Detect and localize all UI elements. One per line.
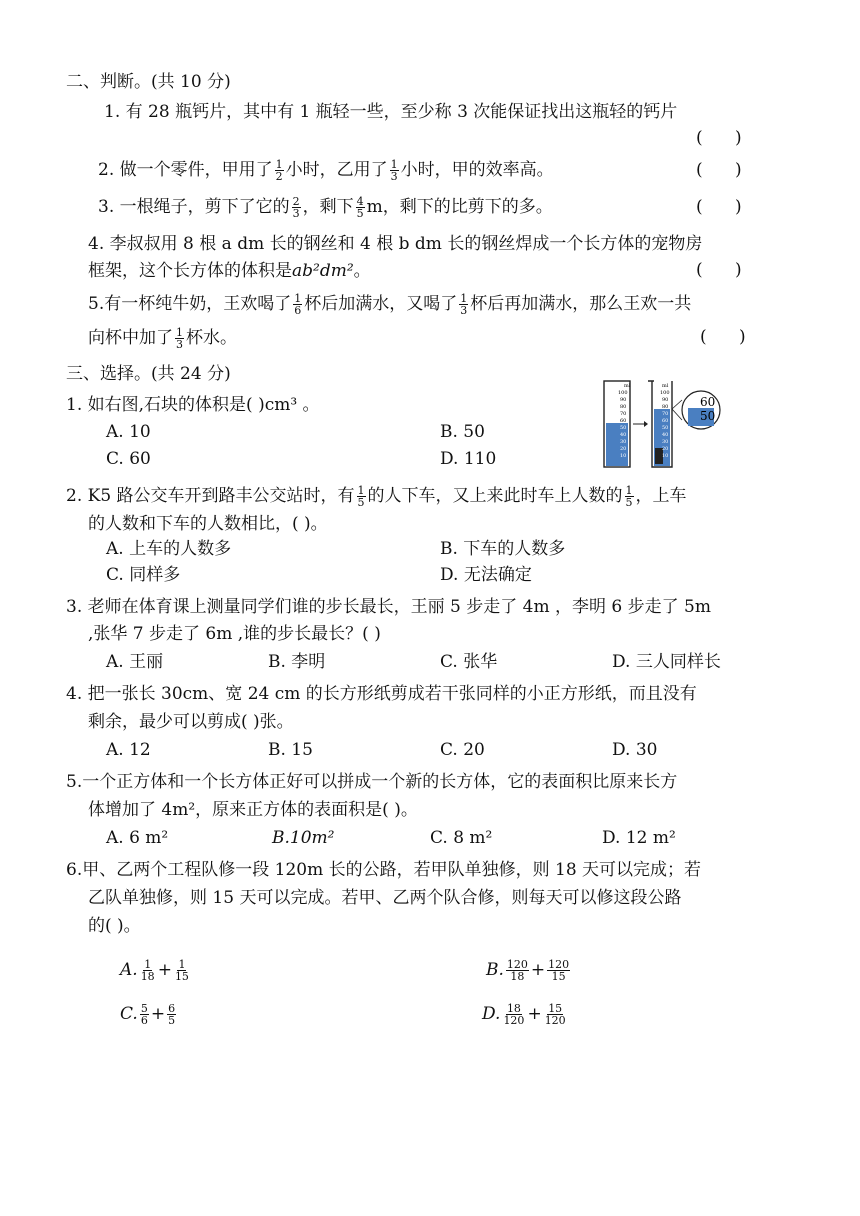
cyl2-tick: 10 xyxy=(662,453,669,459)
choice-q5-option-c[interactable]: C. 8 m² xyxy=(430,828,493,848)
choice-q6-line3: 的( )。 xyxy=(88,916,141,936)
fraction: $\frac{1}{3}$ xyxy=(390,158,398,183)
choice-q2-line2: 的人数和下车的人数相比，( )。 xyxy=(88,514,328,534)
cyl2-tick: 30 xyxy=(662,439,669,445)
choice-q3-option-b[interactable]: B. 李明 xyxy=(268,652,326,672)
judge-q5-answer[interactable]: ( ) xyxy=(700,327,746,347)
choice-q4-option-a[interactable]: A. 12 xyxy=(106,740,151,760)
judge-q3-text: 3. 一根绳子，剪下了它的 $\frac{2}{3}$ ，剩下 $\frac{4}{5}$ m，剩下的比剪下的多。 xyxy=(98,195,553,220)
choice-q6-option-a[interactable]: A. $\frac{1}{18}$ + $\frac{1}{15}$ xyxy=(120,958,189,983)
choice-q5-option-d[interactable]: D. 12 m² xyxy=(602,828,676,848)
cyl2-tick: 70 xyxy=(662,411,669,417)
choice-q4-option-d[interactable]: D. 30 xyxy=(612,740,658,760)
choice-q6-line2: 乙队单独修，则 15 天可以完成。若甲、乙两个队合修，则每天可以修这段公路 xyxy=(88,888,682,908)
arrow-head-icon xyxy=(644,421,648,427)
section-2-heading: 二、判断。(共 10 分) xyxy=(66,72,231,92)
choice-q2-option-a[interactable]: A. 上车的人数多 xyxy=(106,539,232,559)
cyl1-tick: 70 xyxy=(620,411,627,417)
zoom-label-top: 60 xyxy=(700,395,716,409)
fraction: $\frac{1}{3}$ xyxy=(460,292,468,317)
choice-q4-option-b[interactable]: B. 15 xyxy=(268,740,313,760)
choice-q2-line1: 2. K5 路公交车开到路丰公交站时，有 $\frac{1}{5}$ 的人下车，又上来此时车上人数的 $\frac{1}{5}$ ，上车 xyxy=(66,484,687,509)
choice-q6-line1: 6.甲、乙两个工程队修一段 120m 长的公路，若甲队单独修，则 18 天可以完成；若 xyxy=(66,860,702,880)
cyl2-tick: 80 xyxy=(662,404,669,410)
judge-q1-text: 1. 有 28 瓶钙片，其中有 1 瓶轻一些，至少称 3 次能保证找出这瓶轻的钙片 xyxy=(104,102,678,122)
cyl2-tick: 60 xyxy=(662,418,669,424)
judge-q5-line1: 5.有一杯纯牛奶，王欢喝了 $\frac{1}{6}$ 杯后加满水，又喝了 $\frac{1}{3}$ 杯后再加满水，那么王欢一共 xyxy=(88,292,692,317)
cyl2-tick: ml xyxy=(662,383,669,389)
cyl1-tick: 60 xyxy=(620,418,627,424)
choice-q2-option-b[interactable]: B. 下车的人数多 xyxy=(440,539,566,559)
choice-q5-line1: 5.一个正方体和一个长方体正好可以拼成一个新的长方体，它的表面积比原来长方 xyxy=(66,772,678,792)
choice-q3-line1: 3. 老师在体育课上测量同学们谁的步长最长，王丽 5 步走了 4m ，李明 6 步走了 5m xyxy=(66,597,711,617)
cylinder-1 xyxy=(604,381,631,467)
judge-q4-line2: 框架，这个长方体的体积是ab²dm²。 xyxy=(88,261,371,281)
choice-q3-option-c[interactable]: C. 张华 xyxy=(440,652,498,672)
judge-q5-line2: 向杯中加了 $\frac{1}{3}$ 杯水。 xyxy=(88,326,237,351)
choice-q5-line2: 体增加了 4m²，原来正方体的表面积是( )。 xyxy=(88,800,418,820)
cyl1-tick: 10 xyxy=(620,453,627,459)
cyl1-tick: 40 xyxy=(620,432,627,438)
choice-q4-option-c[interactable]: C. 20 xyxy=(440,740,485,760)
fraction: $\frac{1}{2}$ xyxy=(275,158,283,183)
judge-q4-line1: 4. 李叔叔用 8 根 a dm 长的钢丝和 4 根 b dm 长的钢丝焊成一个长方体的宠物房 xyxy=(88,234,703,254)
cyl2-tick: 50 xyxy=(662,425,669,431)
choice-q6-option-c[interactable]: C. $\frac{5}{6}$ + $\frac{6}{5}$ xyxy=(120,1002,176,1027)
cylinder-2 xyxy=(648,381,672,467)
cyl1-tick: 100 xyxy=(618,390,628,396)
choice-q5-option-a[interactable]: A. 6 m² xyxy=(106,828,169,848)
zoom-label-bottom: 50 xyxy=(700,409,716,423)
cyl1-tick: ml xyxy=(624,383,631,389)
judge-q1-answer[interactable]: ( ) xyxy=(696,128,742,148)
choice-q4-line1: 4. 把一张长 30cm、宽 24 cm 的长方形纸剪成若干张同样的小正方形纸，而且没有 xyxy=(66,684,697,704)
cyl2-tick: 20 xyxy=(662,446,669,452)
cyl1-tick: 90 xyxy=(620,397,627,403)
choice-q6-option-b[interactable]: B. $\frac{120}{18}$ + $\frac{120}{15}$ xyxy=(486,958,570,983)
cyl1-tick: 20 xyxy=(620,446,627,452)
cyl2-tick: 40 xyxy=(662,432,669,438)
measuring-cylinder-figure xyxy=(600,378,800,470)
choice-q1-option-d[interactable]: D. 110 xyxy=(440,449,497,469)
choice-q3-option-d[interactable]: D. 三人同样长 xyxy=(612,652,721,672)
judge-q2-text: 2. 做一个零件，甲用了 $\frac{1}{2}$ 小时，乙用了 $\frac{1}{3}$ 小时，甲的效率高。 xyxy=(98,158,554,183)
fraction: $\frac{1}{3}$ xyxy=(176,326,183,351)
cyl2-tick: 90 xyxy=(662,397,669,403)
choice-q4-line2: 剩余，最少可以剪成( )张。 xyxy=(88,712,294,732)
cyl1-tick: 50 xyxy=(620,425,627,431)
section-3-heading: 三、选择。(共 24 分) xyxy=(66,364,231,384)
cyl1-tick: 80 xyxy=(620,404,627,410)
choice-q1-option-b[interactable]: B. 50 xyxy=(440,422,485,442)
choice-q3-line2: ,张华 7 步走了 6m ,谁的步长最长？( ) xyxy=(88,624,381,644)
fraction: $\frac{1}{5}$ xyxy=(625,484,633,509)
judge-q2-answer[interactable]: ( ) xyxy=(696,160,742,180)
choice-q2-option-c[interactable]: C. 同样多 xyxy=(106,565,181,585)
fraction: $\frac{4}{5}$ xyxy=(356,195,364,220)
choice-q1-option-a[interactable]: A. 10 xyxy=(106,422,151,442)
judge-q4-answer[interactable]: ( ) xyxy=(696,260,742,280)
cyl1-tick: 30 xyxy=(620,439,627,445)
fraction: $\frac{1}{5}$ xyxy=(357,484,365,509)
choice-q1-option-c[interactable]: C. 60 xyxy=(106,449,151,469)
choice-q6-option-d[interactable]: D. $\frac{18}{120}$ + $\frac{15}{120}$ xyxy=(482,1002,566,1027)
fraction: $\frac{1}{6}$ xyxy=(294,292,302,317)
choice-q2-option-d[interactable]: D. 无法确定 xyxy=(440,565,532,585)
fraction: $\frac{2}{3}$ xyxy=(292,195,300,220)
choice-q3-option-a[interactable]: A. 王丽 xyxy=(106,652,164,672)
choice-q1-stem: 1. 如右图,石块的体积是( )cm³ 。 xyxy=(66,395,320,415)
cyl2-tick: 100 xyxy=(660,390,670,396)
choice-q5-option-b[interactable]: B.10m² xyxy=(272,828,335,848)
judge-q3-answer[interactable]: ( ) xyxy=(696,197,742,217)
